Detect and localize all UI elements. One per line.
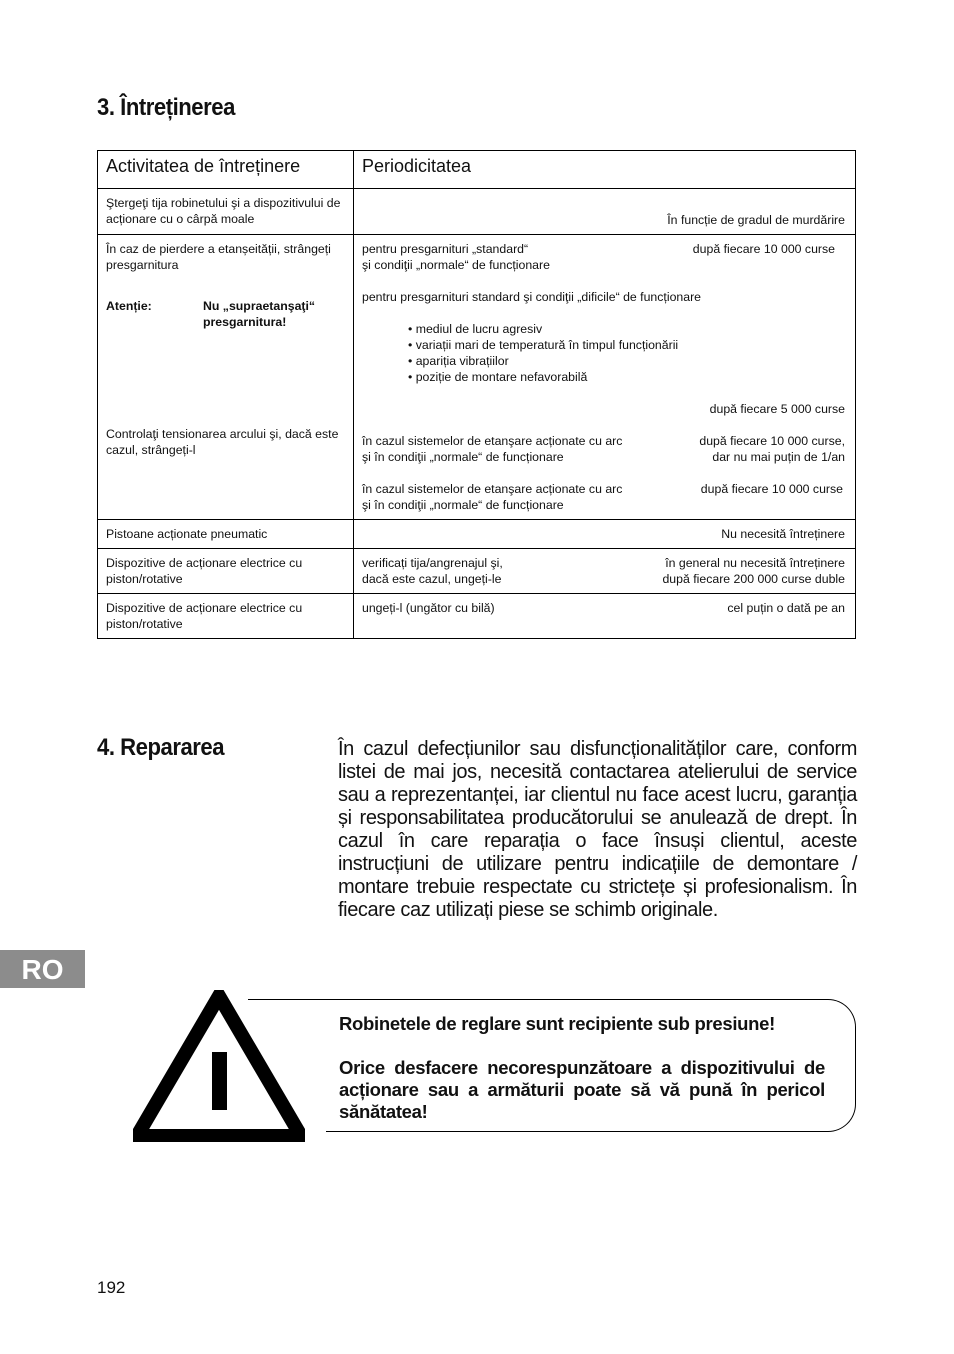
attention-text-1: Nu „supraetanşaţi“ [203, 299, 316, 313]
spring1-condition-1: în cazul sistemelor de etanşare acționate cu arc [362, 434, 623, 448]
warning-line-2: Orice desfacere necorespunzătoare a dispozitivului de acționare sau a armăturii poate să vă pună în pericol sănătatea! [339, 1057, 825, 1122]
row3-period: Nu necesită întreținere [721, 527, 845, 541]
spring-adjust-activity: Controlaţi tensionarea arcului şi, dacă este cazul, strângeți-l [106, 427, 339, 457]
attention-text-2: presgarnitura! [203, 315, 287, 329]
row4-action-2: dacă este cazul, ungeți-le [362, 572, 502, 586]
table-row [98, 594, 856, 639]
list-item: • apariția vibrațiilor [408, 354, 509, 368]
maintenance-table [97, 150, 856, 639]
row4-action-1: verificați tija/angrenajul şi, [362, 556, 503, 570]
row5-activity: Dispozitive de acționare electrice cu piston/rotative [98, 594, 354, 639]
std-period: după fiecare 10 000 curse [692, 242, 835, 256]
table-row [98, 520, 856, 549]
section-3-title: 3. Întreținerea [97, 94, 235, 121]
row4-interval-2: după fiecare 200 000 curse duble [662, 572, 845, 586]
spring2-condition-1: în cazul sistemelor de etanşare acționate cu arc [362, 482, 623, 496]
attention-note [106, 298, 345, 330]
spring2-condition-2: şi în condiţii „normale“ de funcționare [362, 498, 564, 512]
header-period: Periodicitatea [354, 151, 856, 189]
table-row [98, 189, 856, 235]
row3-activity: Pistoane acționate pneumatic [98, 520, 354, 549]
diff-condition: pentru presgarnituri standard şi condiţii „dificile“ de funcționare [362, 290, 702, 304]
list-item: • mediul de lucru agresiv [408, 322, 543, 336]
spring1-period-1: după fiecare 10 000 curse, [699, 434, 845, 448]
row1-activity: Ştergeţi tija robinetului şi a dispozitivului de acționare cu o cârpă moale [98, 189, 354, 235]
table-header-row [98, 151, 856, 189]
row4-activity: Dispozitive de acționare electrice cu piston/rotative [98, 549, 354, 594]
table-row [98, 549, 856, 594]
condition-bullets [362, 321, 847, 385]
language-badge: RO [0, 950, 85, 988]
row4-interval-1: în general nu necesită întreținere [665, 556, 845, 570]
row2-activity: În caz de pierdere a etanșeității, strângeți presgarnitura [106, 242, 331, 272]
warning-text [339, 1013, 825, 1123]
spring1-period-2: dar nu mai puțin de 1/an [712, 450, 845, 464]
spring1-condition-2: şi în condiţii „normale“ de funcționare [362, 450, 564, 464]
list-item: • poziție de montare nefavorabilă [408, 370, 588, 384]
header-activity: Activitatea de întreținere [98, 151, 354, 189]
page-number: 192 [97, 1278, 126, 1297]
spring2-period: după fiecare 10 000 curse [700, 482, 843, 496]
warning-line-1: Robinetele de reglare sunt recipiente sub presiune! [339, 1013, 776, 1034]
row5-action: ungeți-l (ungător cu bilă) [362, 601, 495, 615]
warning-triangle-icon [133, 990, 305, 1142]
table-row [98, 235, 856, 520]
repair-paragraph: În cazul defecțiunilor sau disfuncționalităților care, conform listei de mai jos, necesită contactarea atelierului de service sau a reprezentanței, iar clientul nu face acest lucru, garanția și responsabilitatea producătorului se anulează de drept. În cazul în care reparația o face însuși clientul, aceste instrucțiuni de utilizare pentru indicațiile de demontare / montare trebuie respectate cu strictețe și profesionalism. În fiecare caz utilizați piese se schimb originale. [338, 738, 857, 921]
std-condition-2: şi condiţii „normale“ de funcționare [362, 258, 550, 272]
section-4-title: 4. Repararea [97, 734, 225, 761]
row5-interval: cel puțin o dată pe an [727, 601, 845, 615]
std-condition-1: pentru presgarnituri „standard“ [362, 242, 529, 256]
list-item: • variații mari de temperatură în timpul funcționării [408, 338, 679, 352]
diff-period: după fiecare 5 000 curse [709, 402, 845, 416]
row1-period: În funcție de gradul de murdărire [667, 213, 845, 227]
attention-label: Atenție: [106, 299, 152, 313]
